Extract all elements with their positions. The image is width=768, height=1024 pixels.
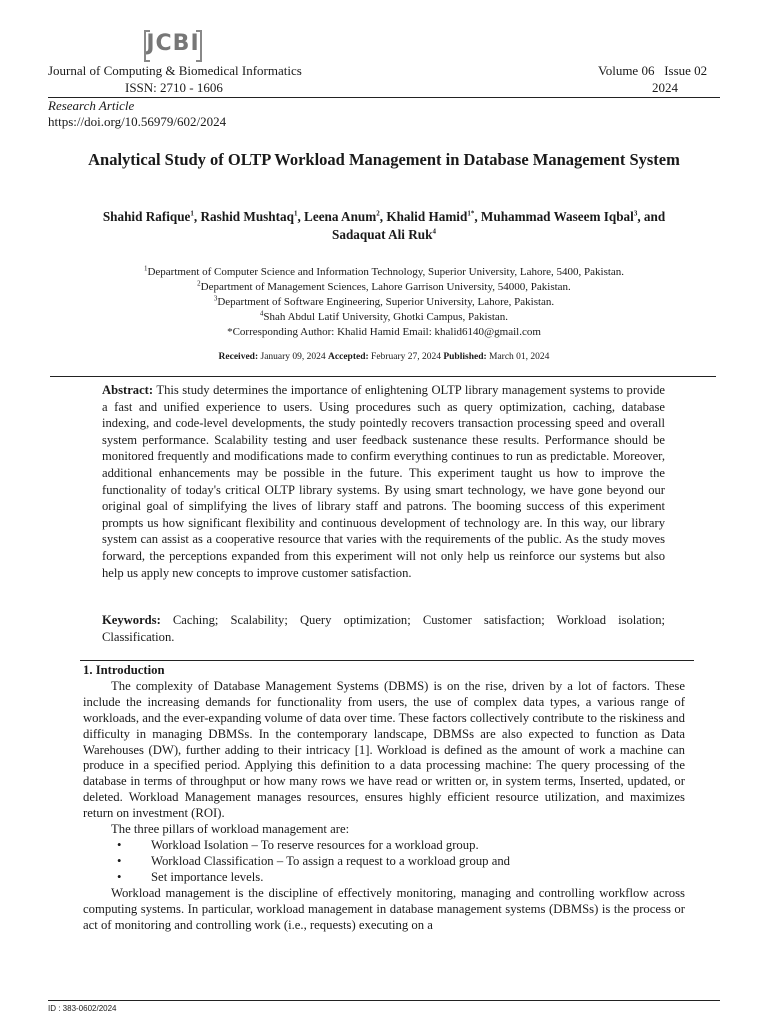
affiliation-line: [50, 295, 718, 310]
logo-text: JCBI: [146, 31, 200, 56]
author-affiliation-marker: 2: [376, 209, 380, 218]
affiliation-line: [50, 310, 718, 325]
journal-name: Journal of Computing & Biomedical Informatics: [48, 63, 302, 78]
abstract: [102, 382, 665, 581]
accepted-label: Accepted:: [328, 352, 369, 362]
affiliation-text: Department of Software Engineering, Superior University, Lahore, Pakistan.: [217, 296, 555, 308]
intro-paragraph-1: The complexity of Database Management Systems (DBMS) is on the rise, driven by a lot of factors. These include the increasing demands for functionality from users, the use of complex data types, a various range of workloads, and the ever-expanding volume of data over time. These factors collectively contribute to the riskiness and difficulty in managing DBMSs. In the contemporary landscape, DBMSs are also expected to function as Data Warehouses (DW), further adding to their intricacy [1]. Workload is defined as the amount of work a machine can produce in a specified period. Applying this definition to a data processing machine: The query processing of the database in terms of throughput or how many rows we have read or written or, in system terms, Inserted, updated, or deleted. Workload Management manages resources, ensures highly efficient resource utilization, and maximizes return on investment (ROI).: [83, 678, 685, 821]
author-affiliation-marker: 1: [190, 209, 194, 218]
accepted-date: February 27, 2024: [371, 352, 441, 362]
pillars-intro: The three pillars of workload management are:: [111, 822, 350, 837]
author-affiliation-marker: 3: [633, 209, 638, 218]
logo-bracket-left: [144, 30, 150, 62]
affiliation-text: Department of Computer Science and Information Technology, Superior University, Lahore, 5400, Pakistan.: [147, 266, 625, 278]
author-separator: ,: [474, 209, 481, 224]
author-separator: ,: [379, 209, 387, 224]
author-affiliation-marker: 4: [432, 227, 436, 236]
author-name: Rashid Mushtaq: [200, 209, 294, 224]
author-separator: , and: [637, 209, 666, 224]
received-date: January 09, 2024: [260, 352, 326, 362]
list-item-text: Workload Isolation – To reserve resources for a workload group.: [151, 837, 479, 852]
bullet-icon: •: [117, 869, 122, 884]
received-label: Received:: [218, 352, 259, 362]
keywords-label: Keywords:: [102, 613, 161, 627]
author-name: Sadaquat Ali Ruk: [332, 227, 433, 242]
author-name: Shahid Rafique: [102, 209, 191, 224]
keywords: [102, 612, 665, 645]
author-name: Muhammad Waseem Iqbal: [480, 209, 634, 224]
journal-issn: ISSN: 2710 - 1606: [125, 80, 223, 95]
list-item: [83, 854, 685, 870]
header-rule: [48, 97, 720, 98]
affiliation-marker: 2: [197, 279, 201, 288]
author-affiliation-marker: 1*: [467, 209, 475, 218]
list-item-text: Set importance levels.: [151, 869, 264, 884]
abstract-label: Abstract:: [102, 383, 154, 397]
logo-bracket-right: [196, 30, 202, 62]
affiliation-text: *Corresponding Author: Khalid Hamid Email: khalid6140@gmail.com: [227, 326, 541, 338]
affiliation-text: Department of Management Sciences, Lahore Garrison University, 54000, Pakistan.: [200, 281, 571, 293]
doi-link[interactable]: https://doi.org/10.56979/602/2024: [48, 114, 227, 129]
affiliation-line: [50, 280, 718, 295]
keywords-text: Caching; Scalability; Query optimization; Customer satisfaction; Workload isolation; Classification.: [102, 613, 665, 644]
affiliation-marker: 4: [259, 309, 264, 318]
published-date: March 01, 2024: [489, 352, 550, 362]
issue: Issue 02: [664, 63, 708, 78]
bullet-icon: •: [117, 837, 122, 852]
published-label: Published:: [443, 352, 487, 362]
article-type: Research Article: [48, 98, 135, 113]
footer-rule: [48, 1000, 720, 1001]
author-name: Leena Anum: [304, 209, 377, 224]
volume: Volume 06: [598, 63, 655, 78]
paper-title: Analytical Study of OLTP Workload Management in Database Management System: [88, 150, 680, 169]
author-separator: ,: [297, 209, 305, 224]
journal-year: 2024: [652, 80, 678, 95]
abstract-text: This study determines the importance of enlightening OLTP library management systems to provide a fast and unified experience to users. Using procedures such as query optimization, caching, database indexing, and code-level developments, the study pointedly recovers transaction processing speed and overall system performance. Scalability testing and user feedback sustenance these results. Performance should be monitored frequently and modifications made to confirm everything continues to run as predictable. Moreover, additional enhancements may be possible in the future. This experiment taught us how to improve the functionality of today's critical OLTP library systems. By using smart technology, we have gone beyond our original goal of simplifying the lives of library staff and patrons. The booming success of this experiment prompts us how significant flexibility and continuous development of technology are. In this way, our library system can assist as a cooperative resource that varies with the requirements of the public. As the study moves forward, the perceptions expanded from this experiment will not only help us reinforce our systems but also help us apply new concepts to improve customer satisfaction.: [102, 383, 666, 580]
author-name: Khalid Hamid: [386, 209, 468, 224]
list-item: [83, 838, 685, 854]
body-top-rule: [80, 660, 694, 661]
journal-logo: [144, 26, 202, 62]
list-item-text: Workload Classification – To assign a request to a workload group and: [151, 853, 511, 868]
affiliation-line: [50, 265, 718, 280]
list-item: [83, 870, 685, 886]
publication-dates: [50, 352, 718, 362]
affiliation-marker: 3: [213, 294, 218, 303]
pillars-list: [83, 838, 685, 886]
affiliation-line: [50, 325, 718, 340]
affiliation-marker: 1: [143, 264, 148, 273]
introduction-section: [83, 663, 685, 933]
section-heading: 1. Introduction: [83, 663, 165, 677]
author-list: [50, 208, 718, 244]
affiliation-text: Shah Abdul Latif University, Ghotki Campus, Pakistan.: [263, 311, 509, 323]
author-affiliation-marker: 1: [293, 209, 298, 218]
abstract-top-rule: [50, 376, 716, 377]
author-separator: ,: [193, 209, 201, 224]
bullet-icon: •: [117, 853, 122, 868]
volume-issue: [598, 63, 707, 79]
footer-id: ID : 383-0602/2024: [48, 1004, 117, 1013]
intro-paragraph-2: Workload management is the discipline of effectively monitoring, managing and controlling workflow across computing systems. In particular, workload management in database management systems (DBMSs) is the process or act of monitoring and controlling work (i.e., requests) executing on a: [83, 885, 685, 932]
